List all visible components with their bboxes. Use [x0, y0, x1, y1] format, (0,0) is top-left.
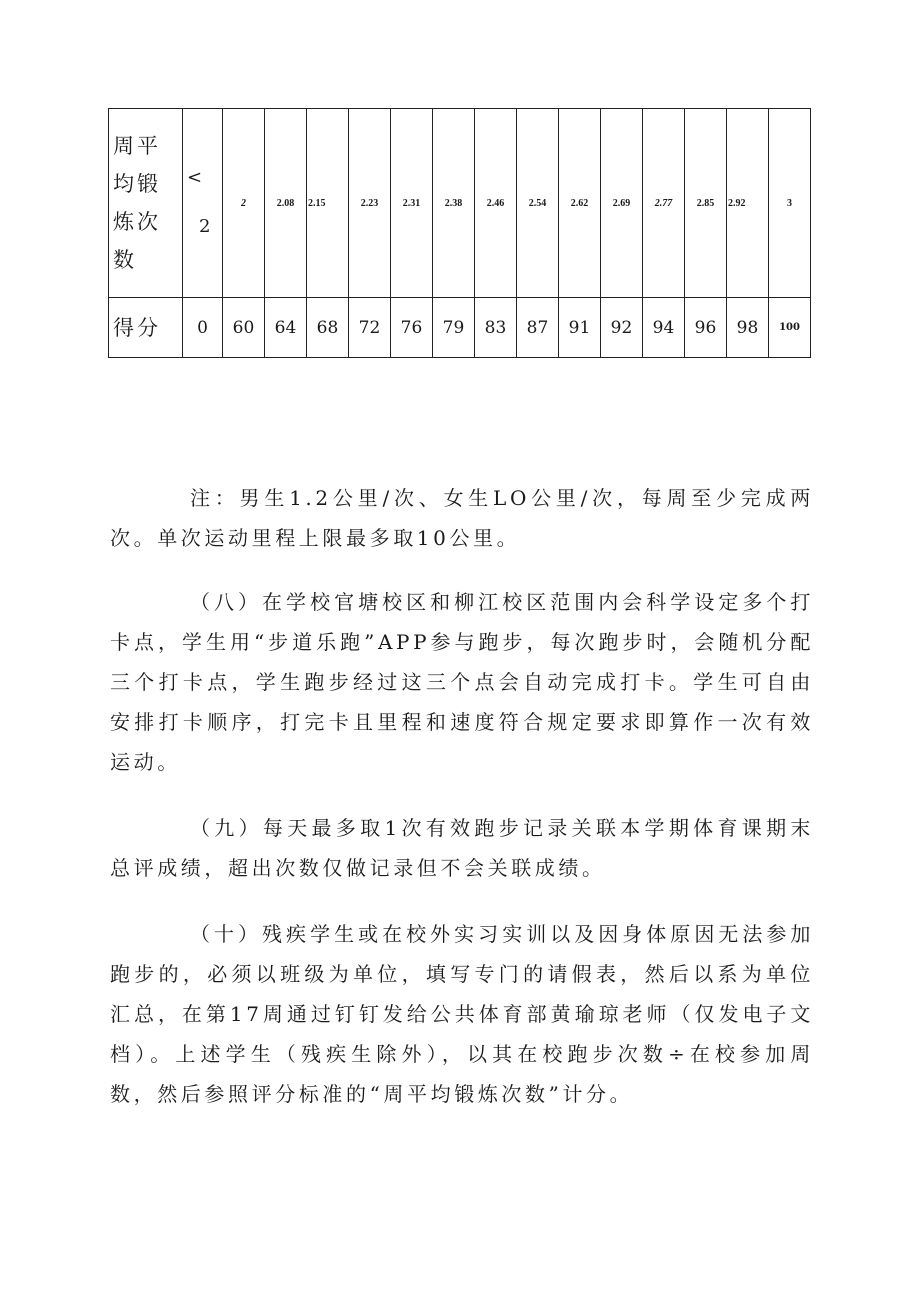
section-9-paragraph: （九）每天最多取1次有效跑步记录关联本学期体育课期末总评成绩，超出次数仅做记录但不会关联成绩。 — [110, 816, 814, 880]
score-cell: 91 — [559, 298, 601, 358]
score-cell: 92 — [601, 298, 643, 358]
freq-cell: 2 — [223, 109, 265, 298]
freq-cell: 2.77 — [643, 109, 685, 298]
freq-cell: 2.85 — [685, 109, 727, 298]
freq-cell: 2.08 — [265, 109, 307, 298]
score-cell: 72 — [349, 298, 391, 358]
score-cell: 87 — [517, 298, 559, 358]
freq-cell: 2.92 — [727, 109, 769, 298]
freq-cell: 2.23 — [349, 109, 391, 298]
freq-cell: 2.15 — [307, 109, 349, 298]
section-10-paragraph: （十）残疾学生或在校外实习实训以及因身体原因无法参加跑步的，必须以班级为单位，填写专门的请假表，然后以系为单位汇总，在第17周通过钉钉发给公共体育部黄瑜琼老师（仅发电子文档）。上述学生（残疾生除外），以其在校跑步次数÷在校参加周数，然后参照评分标准的“周平均锻炼次数”计分。 — [110, 922, 814, 1106]
section-8-paragraph: （八）在学校官塘校区和柳江校区范围内会科学设定多个打卡点，学生用“步道乐跑”APP参与跑步，每次跑步时，会随机分配三个打卡点，学生跑步经过这三个点会自动完成打卡。学生可自由安排打卡顺序，打完卡且里程和速度符合规定要求即算作一次有效运动。 — [110, 590, 814, 774]
row-label-frequency: 周平均锻炼次数 — [109, 109, 183, 298]
freq-cell: 2.46 — [475, 109, 517, 298]
score-cell: 60 — [223, 298, 265, 358]
freq-cell: 2.31 — [391, 109, 433, 298]
score-cell: 0 — [183, 298, 223, 358]
note-paragraph: 注：男生1.2公里/次、女生LO公里/次，每周至少完成两次。单次运动里程上限最多取10公里。 — [110, 486, 814, 550]
table-row-frequency — [109, 109, 811, 298]
score-cell: 96 — [685, 298, 727, 358]
freq-cell: 2.38 — [433, 109, 475, 298]
score-cell: 68 — [307, 298, 349, 358]
freq-cell: 2.54 — [517, 109, 559, 298]
less-than-sign: < — [187, 167, 203, 188]
score-cell: 76 — [391, 298, 433, 358]
table-row-score — [109, 298, 811, 358]
score-cell: 98 — [727, 298, 769, 358]
score-table — [108, 108, 811, 358]
cell-less-than-2 — [183, 109, 223, 298]
freq-cell: 2.69 — [601, 109, 643, 298]
freq-cell: 2.62 — [559, 109, 601, 298]
score-cell: 94 — [643, 298, 685, 358]
row-label-score: 得分 — [109, 298, 183, 358]
freq-cell: 3 — [769, 109, 811, 298]
score-cell: 79 — [433, 298, 475, 358]
score-cell: 83 — [475, 298, 517, 358]
score-cell: 100 — [769, 298, 811, 358]
score-cell: 64 — [265, 298, 307, 358]
less-than-value: 2 — [199, 216, 211, 237]
